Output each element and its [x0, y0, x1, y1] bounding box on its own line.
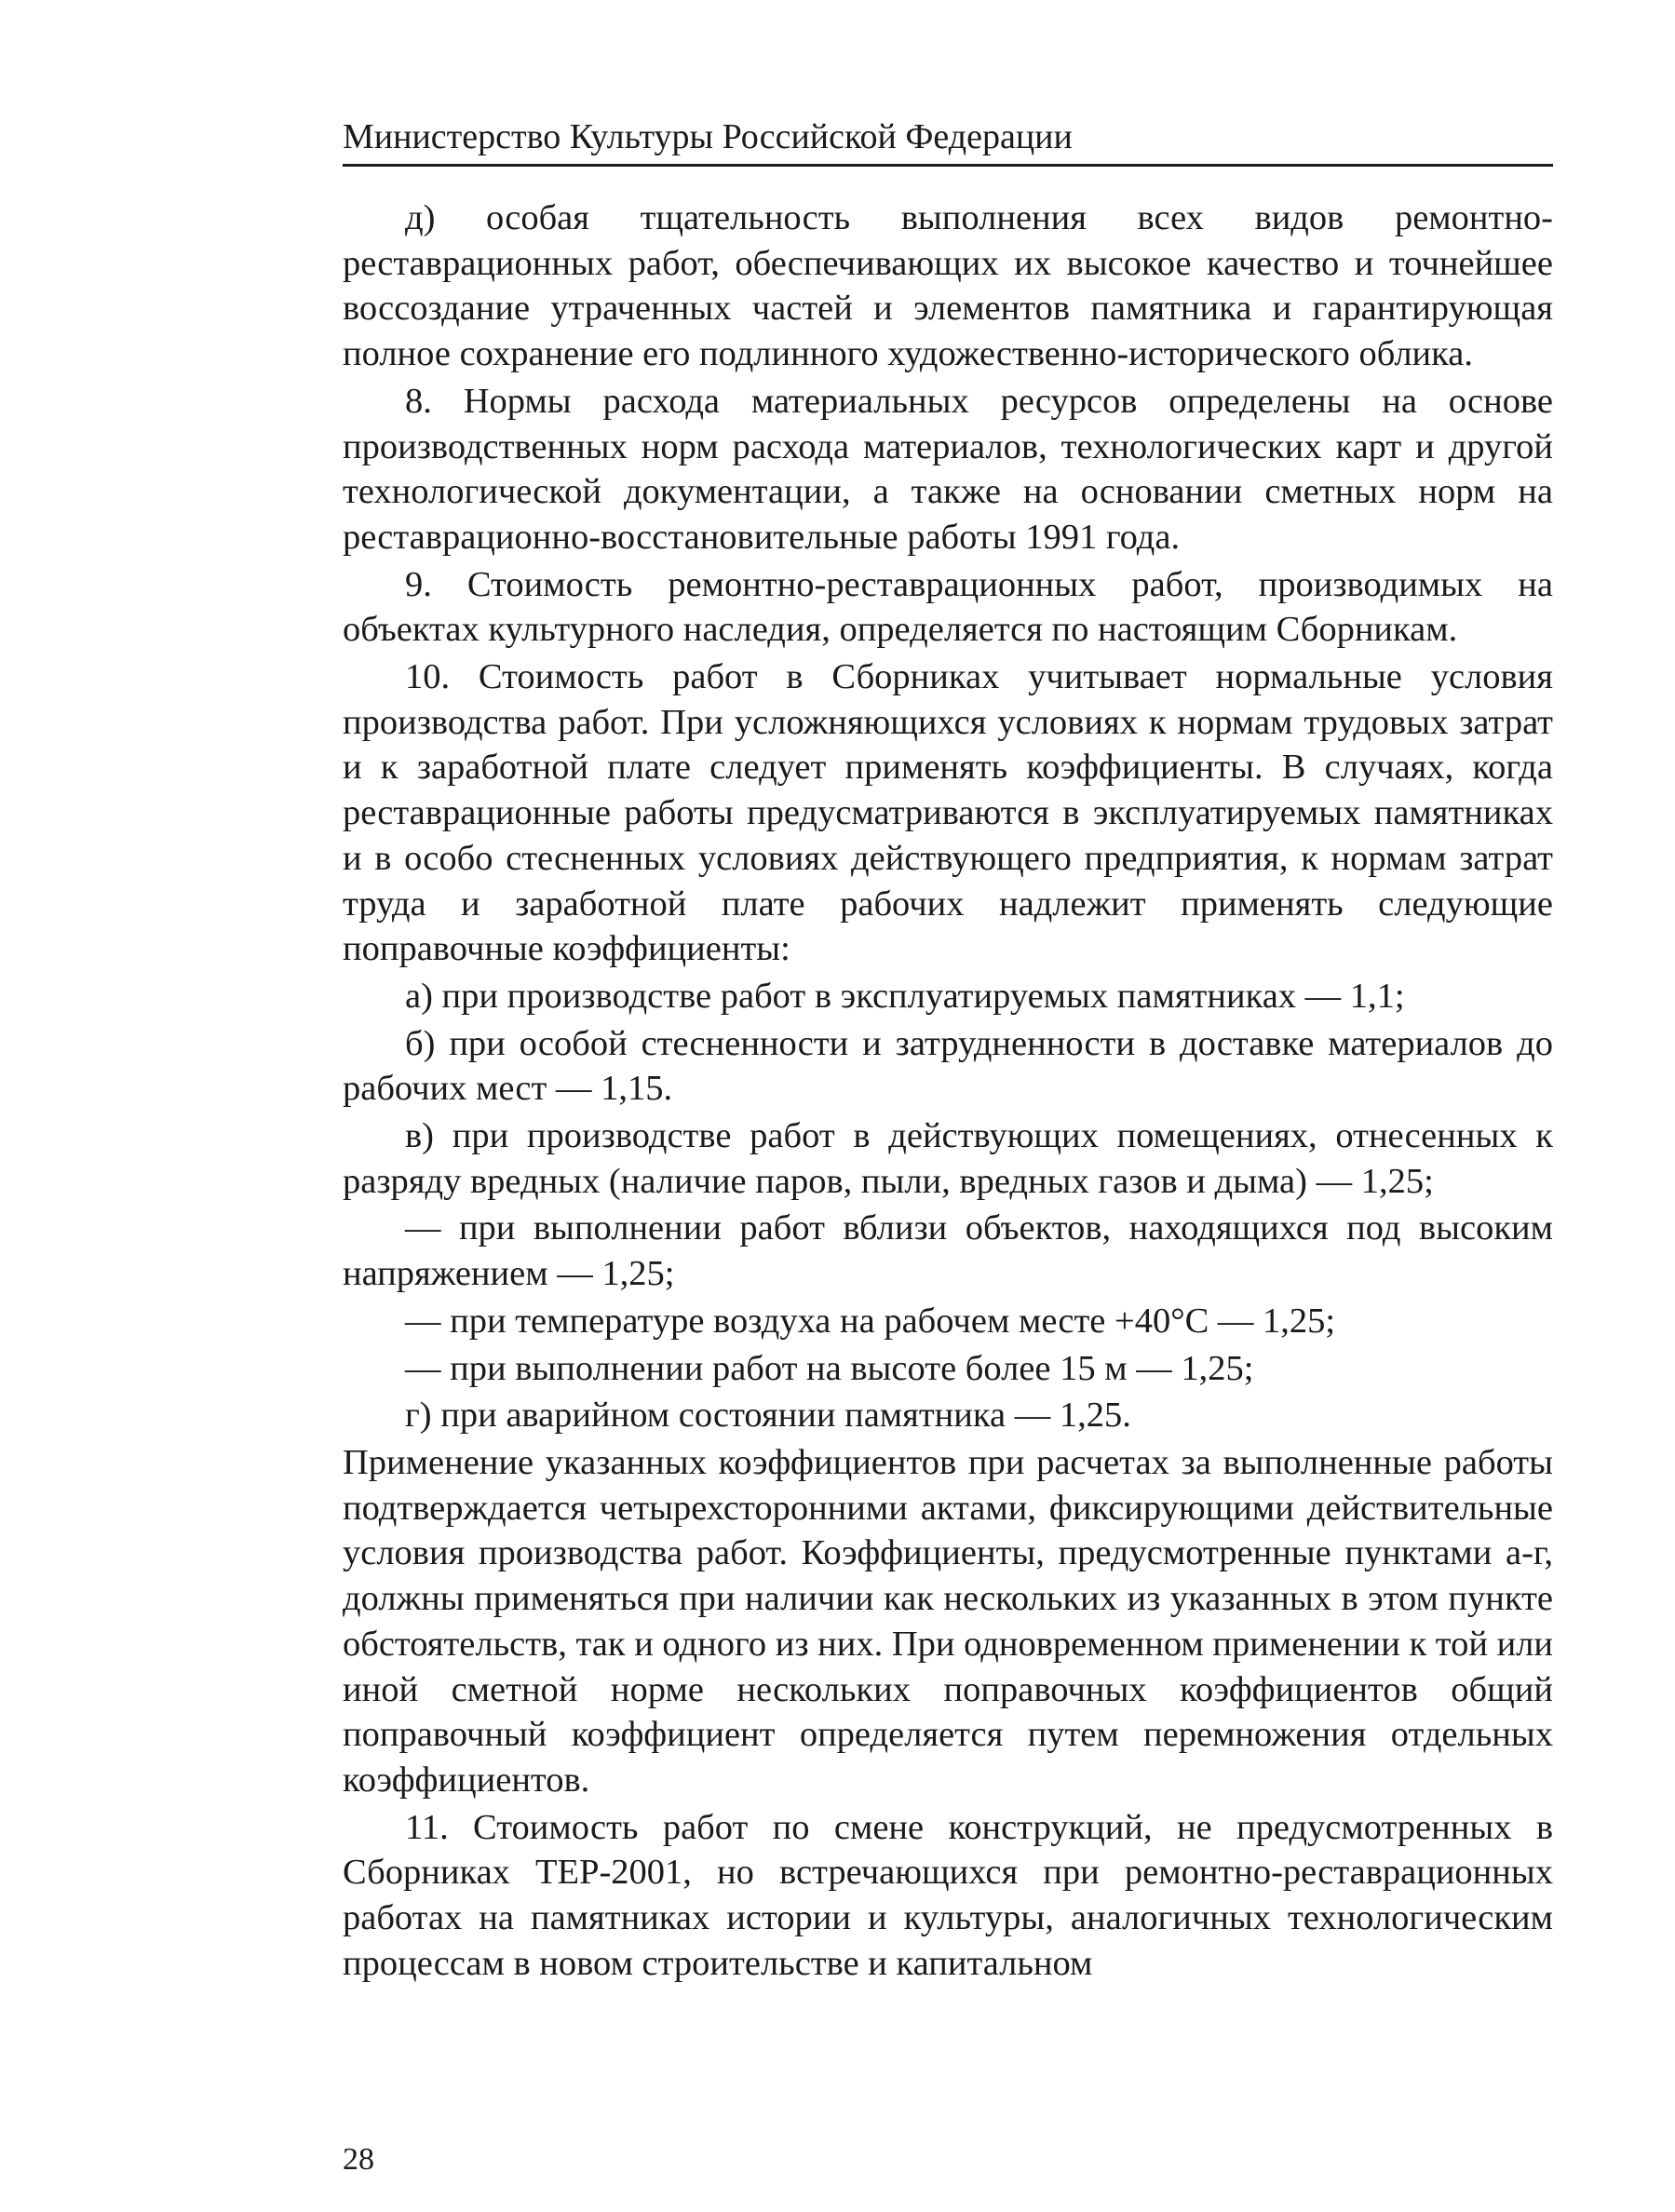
page-number: 28 — [343, 2142, 374, 2177]
paragraph-9: 9. Стоимость ремонтно-реставрационных работ, производимых на объектах культурного наследия, определяется по настоящим Сборникам. — [343, 564, 1553, 650]
paragraph-item-d: д) особая тщательность выполнения всех видов ремонтно-реставрационных работ, обеспечивающих их высокое качество и точнейшее воссоздание утраченных частей и элементов памятника и гарантирующая полное сохранение его подлинного художественно-исторического облика. — [343, 198, 1553, 374]
paragraph-8: 8. Нормы расхода материальных ресурсов определены на основе производственных норм расхода материалов, технологических карт и другой технологической документации, а также на основании сметных норм на реставрационно-восстановительные работы 1991 года. — [343, 381, 1553, 557]
paragraph-10: 10. Стоимость работ в Сборниках учитывает нормальные условия производства работ. При усложняющихся условиях к нормам трудовых затрат и к заработной плате следует применять коэффициенты. В случаях, когда реставрационные работы предусматриваются в эксплуатируемых памятниках и в особо стесненных условиях действующего предприятия, к нормам затрат труда и заработной плате рабочих надлежит применять следующие поправочные коэффициенты: — [343, 657, 1553, 969]
coefficient-item-b: б) при особой стесненности и затрудненности в доставке материалов до рабочих мест — 1,15. — [343, 1023, 1553, 1109]
coefficient-item-v: в) при производстве работ в действующих помещениях, отнесенных к разряду вредных (наличие паров, пыли, вредных газов и дыма) — 1,25; — [343, 1116, 1553, 1201]
paragraph-application: Применение указанных коэффициентов при расчетах за выполненные работы подтверждается четырехсторонними актами, фиксирующими действительные условия производства работ. Коэффициенты, предусмотренные пунктами а-г, должны применяться при наличии как нескольких из указанных в этом пункте обстоятельств, так и одного из них. При одновременном применении к той или иной сметной норме нескольких поправочных коэффициентов общий поправочный коэффициент определяется путем перемножения отдельных коэффициентов. — [343, 1442, 1553, 1800]
header-rule — [343, 164, 1553, 167]
running-header: Министерство Культуры Российской Федерации — [343, 117, 1073, 156]
coefficient-item-a: а) при производстве работ в эксплуатируемых памятниках — 1,1; — [405, 976, 1405, 1016]
coefficient-subitem-high-voltage: — при выполнении работ вблизи объектов, находящихся под высоким напряжением — 1,25; — [343, 1208, 1553, 1294]
coefficient-subitem-height: — при выполнении работ на высоте более 15 м — 1,25; — [405, 1348, 1254, 1388]
coefficient-item-g: г) при аварийном состоянии памятника — 1,25. — [405, 1396, 1131, 1436]
body-text — [343, 196, 1553, 1988]
coefficient-subitem-temperature: — при температуре воздуха на рабочем месте +40°С — 1,25; — [405, 1301, 1336, 1341]
paragraph-11: 11. Стоимость работ по смене конструкций, не предусмотренных в Сборниках ТЕР-2001, но встречающихся при ремонтно-реставрационных работах на памятниках истории и культуры, аналогичных технологическим процессам в новом строительстве и капитальном — [343, 1807, 1553, 1983]
